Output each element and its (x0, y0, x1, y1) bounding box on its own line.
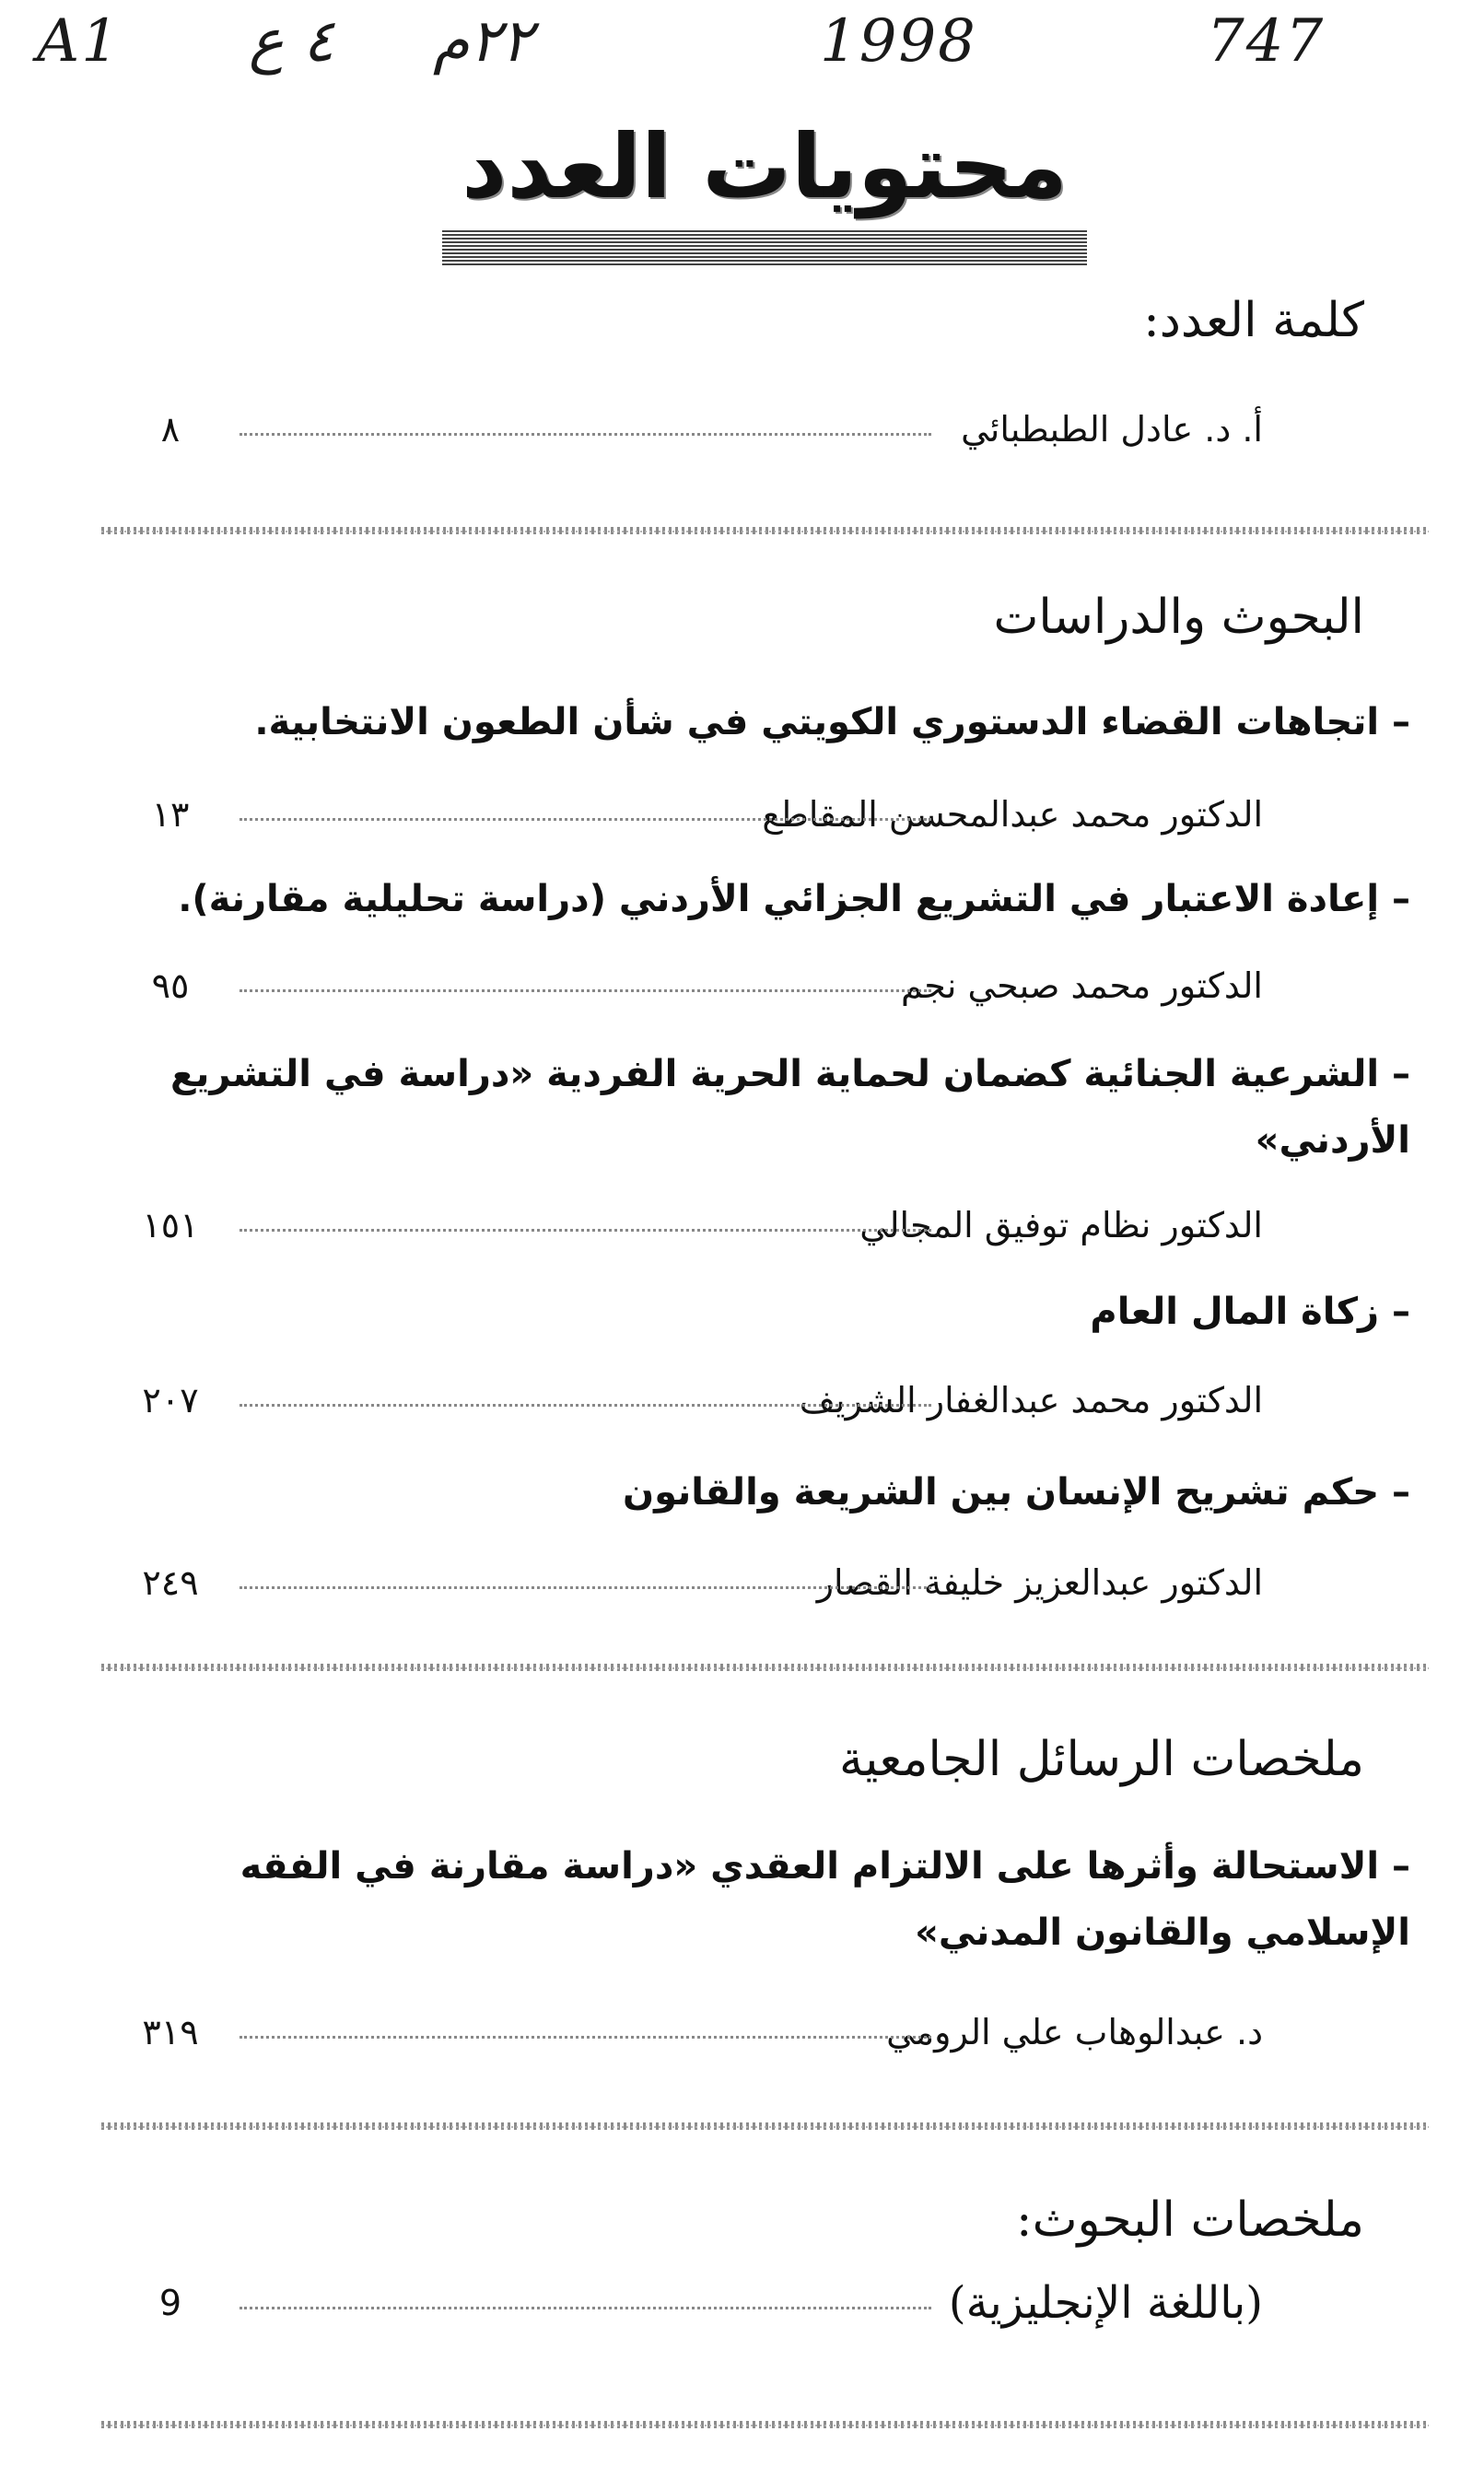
section-divider (101, 1664, 1429, 1671)
entry-author: الدكتور محمد صبحي نجم (892, 958, 1263, 1013)
leader-dots (240, 1229, 931, 1232)
thesis-entry[interactable] (120, 2005, 1263, 2060)
leader-dots (240, 433, 931, 436)
research-entry[interactable] (120, 1555, 1263, 1610)
entry-author: أ. د. عادل الطبطبائي (952, 402, 1263, 457)
entry-author: الدكتور محمد عبدالغفار الشريف (790, 1373, 1263, 1428)
handwritten-issue: ٢٢م (433, 7, 533, 76)
entry-page-number: ٩٥ (151, 965, 190, 1006)
handwritten-code: A1 (37, 7, 121, 76)
entry-page-number: ١٥١ (142, 1205, 199, 1245)
leader-dots (240, 1586, 931, 1589)
abstracts-heading: ملخصات البحوث: (1016, 2192, 1364, 2248)
research-item-title: – حكم تشريح الإنسان بين الشريعة والقانون (623, 1471, 1410, 1514)
entry-page-number: 9 (158, 2283, 182, 2323)
theses-heading: ملخصات الرسائل الجامعية (838, 1732, 1364, 1787)
entry-author: الدكتور نظام توفيق المجالي (850, 1198, 1263, 1253)
handwritten-year: 1998 (820, 7, 977, 76)
leader-dots (240, 2307, 931, 2309)
research-item-title: – الشرعية الجنائية كضمان لحماية الحرية الفردية «دراسة في التشريع الأردني» (170, 1053, 1410, 1162)
research-entry[interactable] (120, 1373, 1263, 1428)
research-item-title: – اتجاهات القضاء الدستوري الكويتي في شأن الطعون الانتخابية. (254, 701, 1410, 743)
research-entry[interactable] (120, 1198, 1263, 1253)
title-underline (442, 228, 1087, 265)
editorial-heading: كلمة العدد: (1143, 293, 1364, 348)
leader-dots (240, 818, 931, 821)
entry-page-number: ٢٠٧ (142, 1380, 199, 1420)
thesis-item-title: – الاستحالة وأثرها على الالتزام العقدي «دراسة مقارنة في الفقه الإسلامي والقانون المدني» (240, 1845, 1410, 1954)
handwritten-number: 747 (1207, 7, 1326, 76)
entry-author: الدكتور عبدالعزيز خليفة القصار (808, 1555, 1263, 1610)
section-divider (101, 2421, 1429, 2428)
abstracts-subheading: (باللغة الإنجليزية) (940, 2275, 1263, 2331)
leader-dots (240, 989, 931, 992)
section-divider (101, 527, 1429, 534)
leader-dots (240, 1404, 931, 1407)
research-heading: البحوث والدراسات (993, 590, 1364, 645)
entry-author: د. عبدالوهاب علي الرومي (877, 2005, 1263, 2060)
entry-author: الدكتور محمد عبدالمحسن المقاطع (753, 787, 1263, 842)
section-divider (101, 2122, 1429, 2130)
entry-page-number: ٢٤٩ (142, 1562, 199, 1603)
research-entry[interactable] (120, 958, 1263, 1013)
abstracts-entry[interactable] (120, 2275, 1263, 2331)
editorial-entry[interactable] (120, 402, 1263, 457)
entry-page-number: ٨ (160, 409, 181, 450)
handwritten-volume: ٤ ع (249, 7, 334, 76)
research-item-title: – زكاة المال العام (1090, 1291, 1410, 1333)
page-title: محتويات العدد (462, 115, 1068, 218)
entry-page-number: ١٣ (151, 794, 190, 835)
entry-page-number: ٣١٩ (142, 2012, 199, 2052)
leader-dots (240, 2036, 931, 2039)
research-item-title: – إعادة الاعتبار في التشريع الجزائي الأردني (دراسة تحليلية مقارنة). (178, 878, 1410, 920)
research-entry[interactable] (120, 787, 1263, 842)
